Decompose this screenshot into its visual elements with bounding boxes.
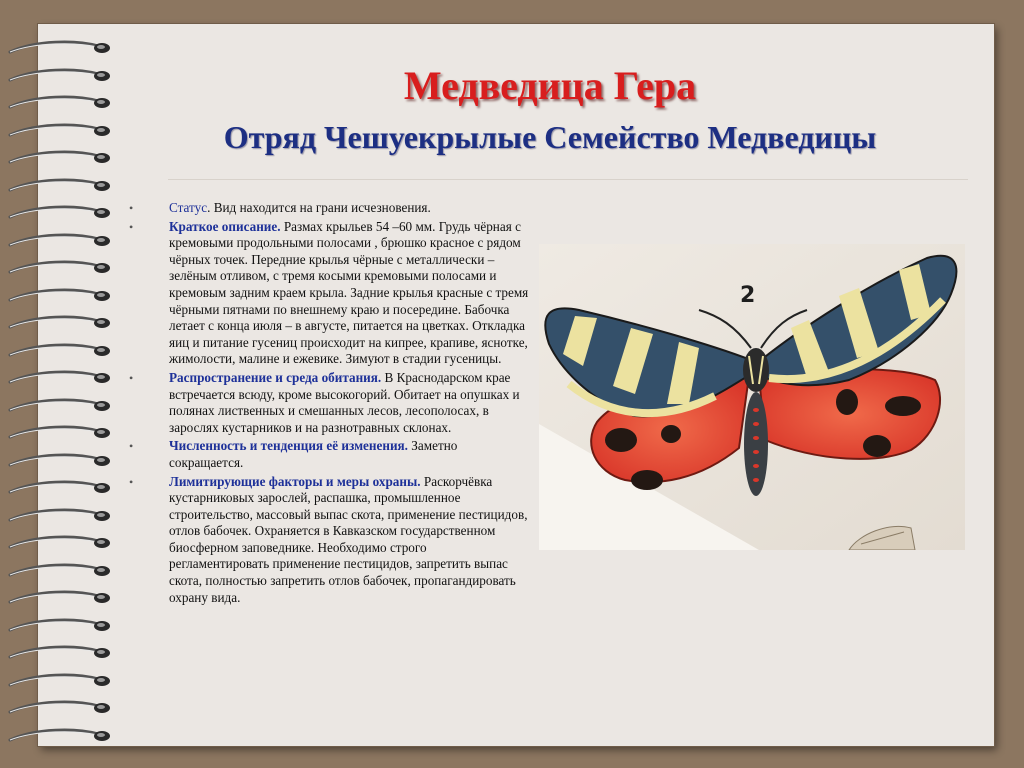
section-status <box>125 200 530 217</box>
spiral-ring-icon <box>6 478 112 496</box>
spiral-ring-icon <box>6 588 112 606</box>
spiral-ring-icon <box>6 341 112 359</box>
section-heading: Краткое описание. <box>169 218 281 234</box>
section-protection <box>125 474 530 607</box>
section-text: Заметно сокращается. <box>169 438 458 470</box>
page-title: Медведица Гера <box>403 63 697 108</box>
section-description <box>125 219 530 368</box>
spiral-ring-icon <box>6 506 112 524</box>
spiral-ring-icon <box>6 616 112 634</box>
spiral-ring-icon <box>6 258 112 276</box>
spiral-ring-icon <box>6 368 112 386</box>
spiral-ring-icon <box>6 38 112 56</box>
section-population <box>125 438 530 471</box>
spiral-ring-icon <box>6 286 112 304</box>
spiral-ring-icon <box>6 643 112 661</box>
page-subtitle: Отряд Чешуекрылые Семейство Медведицы <box>223 119 877 155</box>
section-text: Раскорчёвка кустарниковых зарослей, распашка, промышленное строительство, массовый выпас скота, применение пестицидов, отлов бабочек. Охраняется в Кавказском государственном биосферном заповеднике. Необходимо строго регламентировать применение пестицидов, запретить выпас скота, полностью запретить отлов бабочек, пропагандировать охрану вида. <box>169 473 528 605</box>
spiral-ring-icon <box>6 396 112 414</box>
section-heading: Распространение и среда обитания. <box>169 369 382 385</box>
figure-number: 2 <box>740 283 756 308</box>
section-heading: Статус <box>169 200 208 215</box>
spiral-ring-icon <box>6 533 112 551</box>
spiral-ring-icon <box>6 698 112 716</box>
bullet-icon: • <box>129 201 134 215</box>
species-description <box>125 200 530 608</box>
spiral-ring-icon <box>6 231 112 249</box>
bullet-icon: • <box>129 370 134 385</box>
butterfly-illustration <box>539 244 965 550</box>
spiral-binding <box>0 0 120 768</box>
spiral-ring-icon <box>6 148 112 166</box>
spiral-ring-icon <box>6 451 112 469</box>
spiral-ring-icon <box>6 671 112 689</box>
title-divider <box>168 179 968 180</box>
spiral-ring-icon <box>6 176 112 194</box>
spiral-ring-icon <box>6 561 112 579</box>
section-text: В Краснодарском крае встречается всюду, кроме высокогорий. Обитает на опушках и полянах лиственных и смешанных лесов, лесополосах, в зарослях кустарников и на разнотравных склонах. <box>169 369 520 435</box>
bullet-icon: • <box>129 474 134 489</box>
spiral-ring-icon <box>6 313 112 331</box>
section-text: . Вид находится на грани исчезновения. <box>207 200 431 215</box>
section-heading: Лимитирующие факторы и меры охраны. <box>169 473 421 489</box>
bullet-icon: • <box>129 439 134 454</box>
section-text: Размах крыльев 54 –60 мм. Грудь чёрная с кремовыми продольными полосами , брюшко красное с рядом чёрных точек. Передние крылья чёрные с металлически – зелёным отливом, с тремя косыми кремовыми полосами и кремовым задним краем крыла. Задние крылья красные с тремя чёрными пятнами по внешнему краю и посередине. Бабочка летает с конца июля – в августе, питается на цветках. Откладка яиц и питание гусениц происходит на кипрее, крапиве, яснотке, жимолости, малине и ежевике. Зимуют в стадии гусеницы. <box>169 218 529 367</box>
spiral-ring-icon <box>6 423 112 441</box>
section-heading: Численность и тенденция её изменения. <box>169 438 408 454</box>
bullet-icon: • <box>129 219 134 234</box>
spiral-ring-icon <box>6 203 112 221</box>
spiral-ring-icon <box>6 121 112 139</box>
section-list <box>125 200 530 606</box>
section-distribution <box>125 370 530 436</box>
spiral-ring-icon <box>6 726 112 744</box>
